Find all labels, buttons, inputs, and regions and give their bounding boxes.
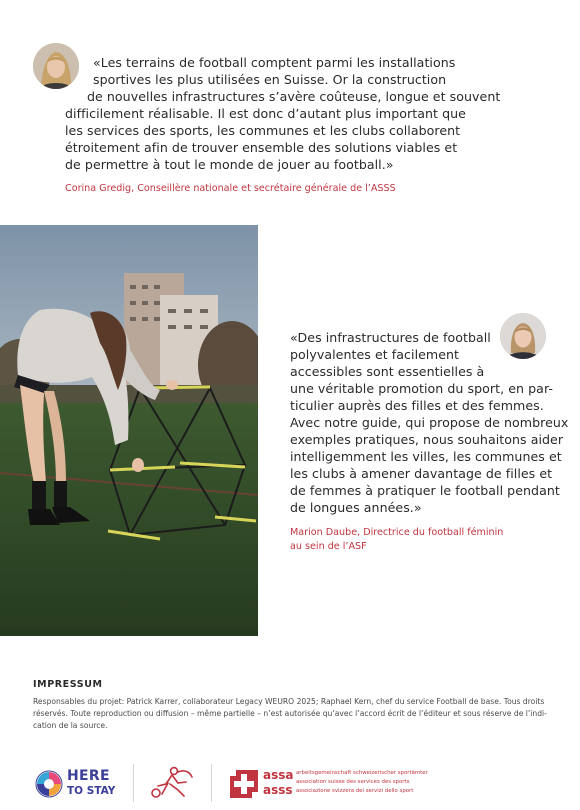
here-to-stay-line1: HERE [67, 768, 110, 784]
quote-line: difficilement réalisable. Il est donc d’autant plus important que [65, 106, 466, 121]
quote-line: les clubs à amener davantage de filles et [290, 466, 553, 481]
quote-attribution: au sein de l’ASF [290, 541, 367, 552]
player-kicking-icon [148, 766, 196, 800]
quote-attribution: Marion Daube, Directrice du football féminin [290, 527, 504, 538]
quote-line: intelligemment les villes, les communes et [290, 449, 562, 464]
impressum-text: réservés. Toute reproduction ou diffusion – même partielle – n’est autorisée qu’avec l’accord écrit de l’éditeur et sous réserve de l’indi- [33, 709, 547, 718]
quote-line: accessibles sont essentielles à [290, 364, 485, 379]
quote-line: exemples pratiques, nous souhaitons aider [290, 432, 564, 447]
logo-football-association [148, 766, 196, 802]
quote-line: les services des sports, les communes et les clubs collaborent [65, 123, 461, 138]
impressum-title: IMPRESSUM [33, 679, 103, 690]
quote-line: une véritable promotion du sport, en par- [290, 381, 553, 396]
logo-here-to-stay [34, 766, 124, 802]
assa-line: arbeitsgemeinschaft schweizerischer sportämter [296, 770, 428, 776]
quote-line: étroitement afin de trouver ensemble des solutions viables et [65, 140, 458, 155]
football-icon [34, 769, 64, 799]
quote-line: de nouvelles infrastructures s’avère coûteuse, longue et souvent [87, 89, 501, 104]
quote-line: polyvalentes et facilement [290, 347, 460, 362]
swiss-cross-icon [230, 770, 258, 798]
impressum-text: Responsables du projet: Patrick Karrer, collaborateur Legacy WEURO 2025; Raphael Kern, chef du service Football de base. Tous droits [33, 697, 545, 706]
quote-line: Avec notre guide, qui propose de nombreux [290, 415, 569, 430]
quote-attribution: Corina Gredig, Conseillère nationale et secrétaire générale de l’ASSS [65, 183, 396, 194]
quote-line: de longues années.» [290, 500, 422, 515]
assa-line: association suisse des services des sports [296, 779, 410, 785]
photo-player-training [0, 225, 258, 636]
quote-line: sportives les plus utilisées en Suisse. Or la construction [93, 72, 447, 87]
quote-line: «Les terrains de football comptent parmi les installations [93, 55, 456, 70]
asss-word: asss [263, 783, 293, 797]
logo-assa-asss [230, 768, 430, 802]
assa-word: assa [263, 768, 294, 782]
impressum-text: cation de la source. [33, 721, 108, 730]
logo-divider [133, 764, 134, 802]
portrait-marion-daube [500, 313, 546, 359]
logo-divider [211, 764, 212, 802]
portrait-corina-gredig [33, 43, 79, 89]
quote-line: «Des infrastructures de football [290, 330, 491, 345]
assa-line: associazione svizzera dei servizi dello sport [296, 788, 414, 794]
quote-line: de permettre à tout le monde de jouer au football.» [65, 157, 394, 172]
quote-line: de femmes à pratiquer le football pendant [290, 483, 560, 498]
quote-line: ticulier auprès des filles et des femmes. [290, 398, 544, 413]
here-to-stay-line2: TO STAY [67, 785, 116, 797]
